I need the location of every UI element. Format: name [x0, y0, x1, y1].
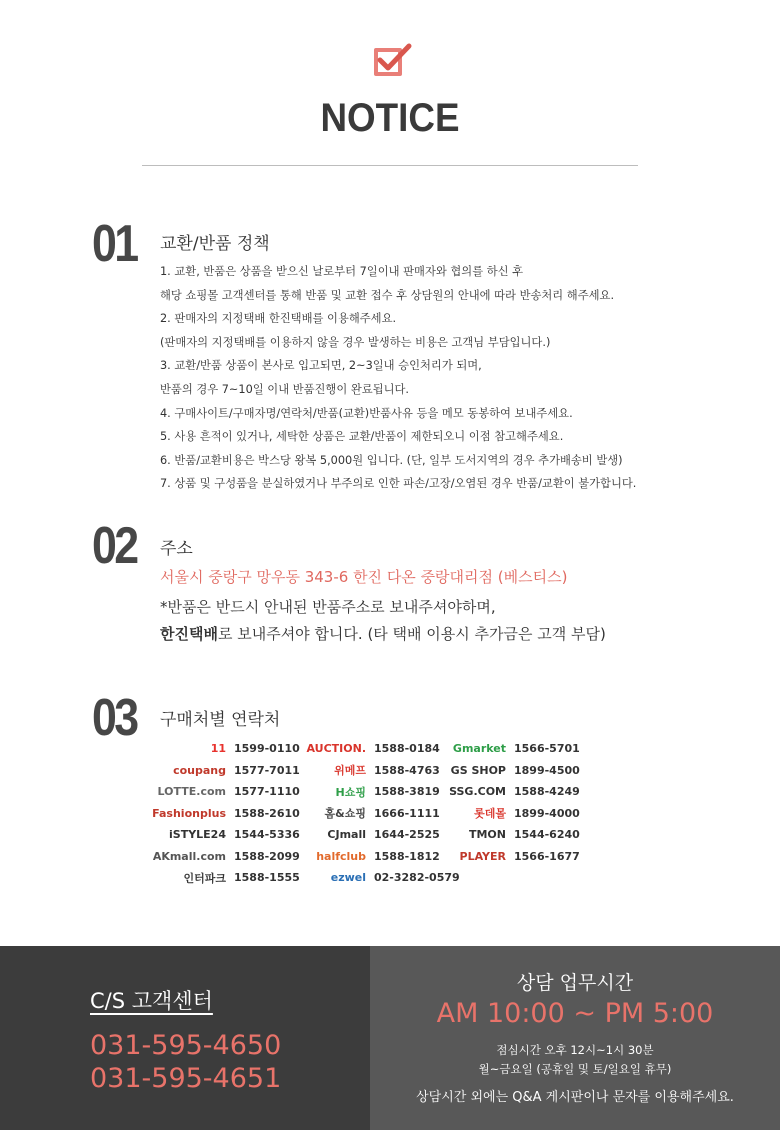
store-phone: 1644-2525: [374, 828, 440, 842]
store-logo: AUCTION.: [306, 742, 366, 756]
contact-row: [150, 738, 300, 760]
hours-title: 상담 업무시간: [516, 972, 634, 994]
store-logo: CJmall: [327, 828, 366, 842]
lunch-hours: 점심시간 오후 12시~1시 30분: [496, 1043, 654, 1057]
store-logo: 위메프: [334, 764, 366, 778]
store-logo: iSTYLE24: [169, 828, 226, 842]
store-logo: GS SHOP: [450, 763, 506, 777]
contact-column: [434, 738, 580, 867]
store-phone: 1577-1110: [234, 785, 300, 799]
policy-item: 7. 상품 및 구성품을 분실하였거나 부주의로 인한 파손/고장/오염된 경우 반품/교환이 불가합니다.: [160, 477, 637, 491]
contact-row: [434, 824, 580, 846]
policy-list: [160, 262, 636, 498]
policy-item: 1. 교환, 반품은 상품을 받으신 날로부터 7일이내 판매자와 협의를 하신 후: [160, 265, 524, 278]
section-title: 구매처별 연락처: [160, 710, 281, 730]
store-logo: Fashionplus: [152, 806, 226, 820]
store-phone: 1588-2099: [234, 849, 300, 863]
contact-row: [290, 867, 460, 889]
contact-row: [150, 760, 300, 782]
working-days: 월~금요일 (공휴일 및 토/일요일 휴무): [478, 1062, 672, 1076]
contact-row: [150, 846, 300, 868]
store-phone: 1666-1111: [374, 806, 440, 820]
store-phone: 02-3282-0579: [374, 871, 460, 885]
store-logo: PLAYER: [459, 849, 506, 863]
store-logo: 인터파크: [183, 871, 226, 885]
page-title: NOTICE: [320, 96, 460, 140]
policy-item: 5. 사용 흔적이 있거나, 세탁한 상품은 교환/반품이 제한되오니 이점 참고해주세요.: [160, 430, 564, 444]
cs-phone: 031-595-4650: [90, 1030, 282, 1061]
store-logo: TMON: [468, 828, 506, 842]
contact-row: [150, 824, 300, 846]
store-phone: 1599-0110: [234, 742, 300, 756]
policy-item: 2. 판매자의 지정택배 한진택배를 이용해주세요.: [160, 312, 397, 326]
policy-item: 4. 구매사이트/구매자명/연락처/반품(교환)반품사유 등을 메모 동봉하여 보내주세요.: [160, 406, 573, 420]
hours-note: 상담시간 외에는 Q&A 게시판이나 문자를 이용해주세요.: [416, 1090, 734, 1105]
store-logo: halfclub: [316, 849, 366, 863]
store-logo: 홈&쇼핑: [324, 807, 366, 821]
address-note-rest: 로 보내주셔야 합니다. (타 택배 이용시 추가금은 고객 부담): [217, 625, 606, 643]
address-note: [160, 623, 606, 644]
store-logo: H쇼핑: [335, 785, 366, 799]
section-number: 03: [92, 689, 137, 747]
courier-name: 한진택배: [160, 625, 218, 643]
section-title: 교환/반품 정책: [160, 234, 270, 254]
cs-phone: 031-595-4651: [90, 1063, 282, 1094]
contact-row: [434, 803, 580, 825]
store-phone: 1588-4763: [374, 763, 440, 777]
store-phone: 1544-6240: [514, 828, 580, 842]
divider: [142, 165, 638, 166]
store-phone: 1899-4500: [514, 763, 580, 777]
store-phone: 1588-1812: [374, 849, 440, 863]
contact-column: [150, 738, 300, 889]
policy-item: 해당 쇼핑몰 고객센터를 통해 반품 및 교환 접수 후 상담원의 안내에 따라 반송처리 해주세요.: [160, 288, 615, 302]
contact-row: [434, 760, 580, 782]
store-logo: Gmarket: [452, 742, 506, 756]
section-title: 주소: [160, 539, 193, 559]
store-logo: 11: [210, 742, 226, 756]
contact-row: [150, 781, 300, 803]
store-logo: AKmall.com: [152, 849, 226, 863]
section-number: 02: [92, 517, 137, 575]
store-phone: 1588-1555: [234, 871, 300, 885]
store-logo: LOTTE.com: [157, 785, 226, 799]
store-phone: 1899-4000: [514, 806, 580, 820]
store-phone: 1588-0184: [374, 742, 440, 756]
store-logo: SSG.COM: [449, 785, 506, 799]
address-note: *반품은 반드시 안내된 반품주소로 보내주셔야하며,: [160, 598, 496, 616]
policy-item: 6. 반품/교환비용은 박스당 왕복 5,000원 입니다. (단, 일부 도서지역의 경우 추가배송비 발생): [160, 453, 623, 467]
store-phone: 1577-7011: [234, 763, 300, 777]
policy-item: 반품의 경우 7~10일 이내 반품진행이 완료됩니다.: [160, 382, 410, 396]
contact-row: [150, 803, 300, 825]
store-phone: 1566-5701: [514, 742, 580, 756]
store-logo: ezwel: [330, 871, 366, 885]
contact-row: [434, 781, 580, 803]
store-logo: coupang: [173, 763, 226, 777]
policy-item: (판매자의 지정택배를 이용하지 않을 경우 발생하는 비용은 고객님 부담입니다.): [160, 335, 551, 349]
store-phone: 1544-5336: [234, 828, 300, 842]
store-phone: 1588-4249: [514, 785, 580, 799]
store-logo: 롯데몰: [474, 807, 506, 821]
store-phone: 1588-3819: [374, 785, 440, 799]
checkbox-check-icon: [372, 40, 412, 80]
store-phone: 1588-2610: [234, 806, 300, 820]
contact-row: [434, 846, 580, 868]
return-address: 서울시 중랑구 망우동 343-6 한진 다온 중랑대리점 (베스티스): [160, 568, 568, 586]
hours-time: AM 10:00 ~ PM 5:00: [436, 998, 714, 1029]
contact-row: [150, 867, 300, 889]
policy-item: 3. 교환/반품 상품이 본사로 입고되면, 2~3일내 승인처리가 되며,: [160, 359, 482, 373]
store-phone: 1566-1677: [514, 849, 580, 863]
cs-title: C/S 고객센터: [90, 989, 213, 1013]
contact-row: [434, 738, 580, 760]
section-number: 01: [92, 215, 137, 273]
